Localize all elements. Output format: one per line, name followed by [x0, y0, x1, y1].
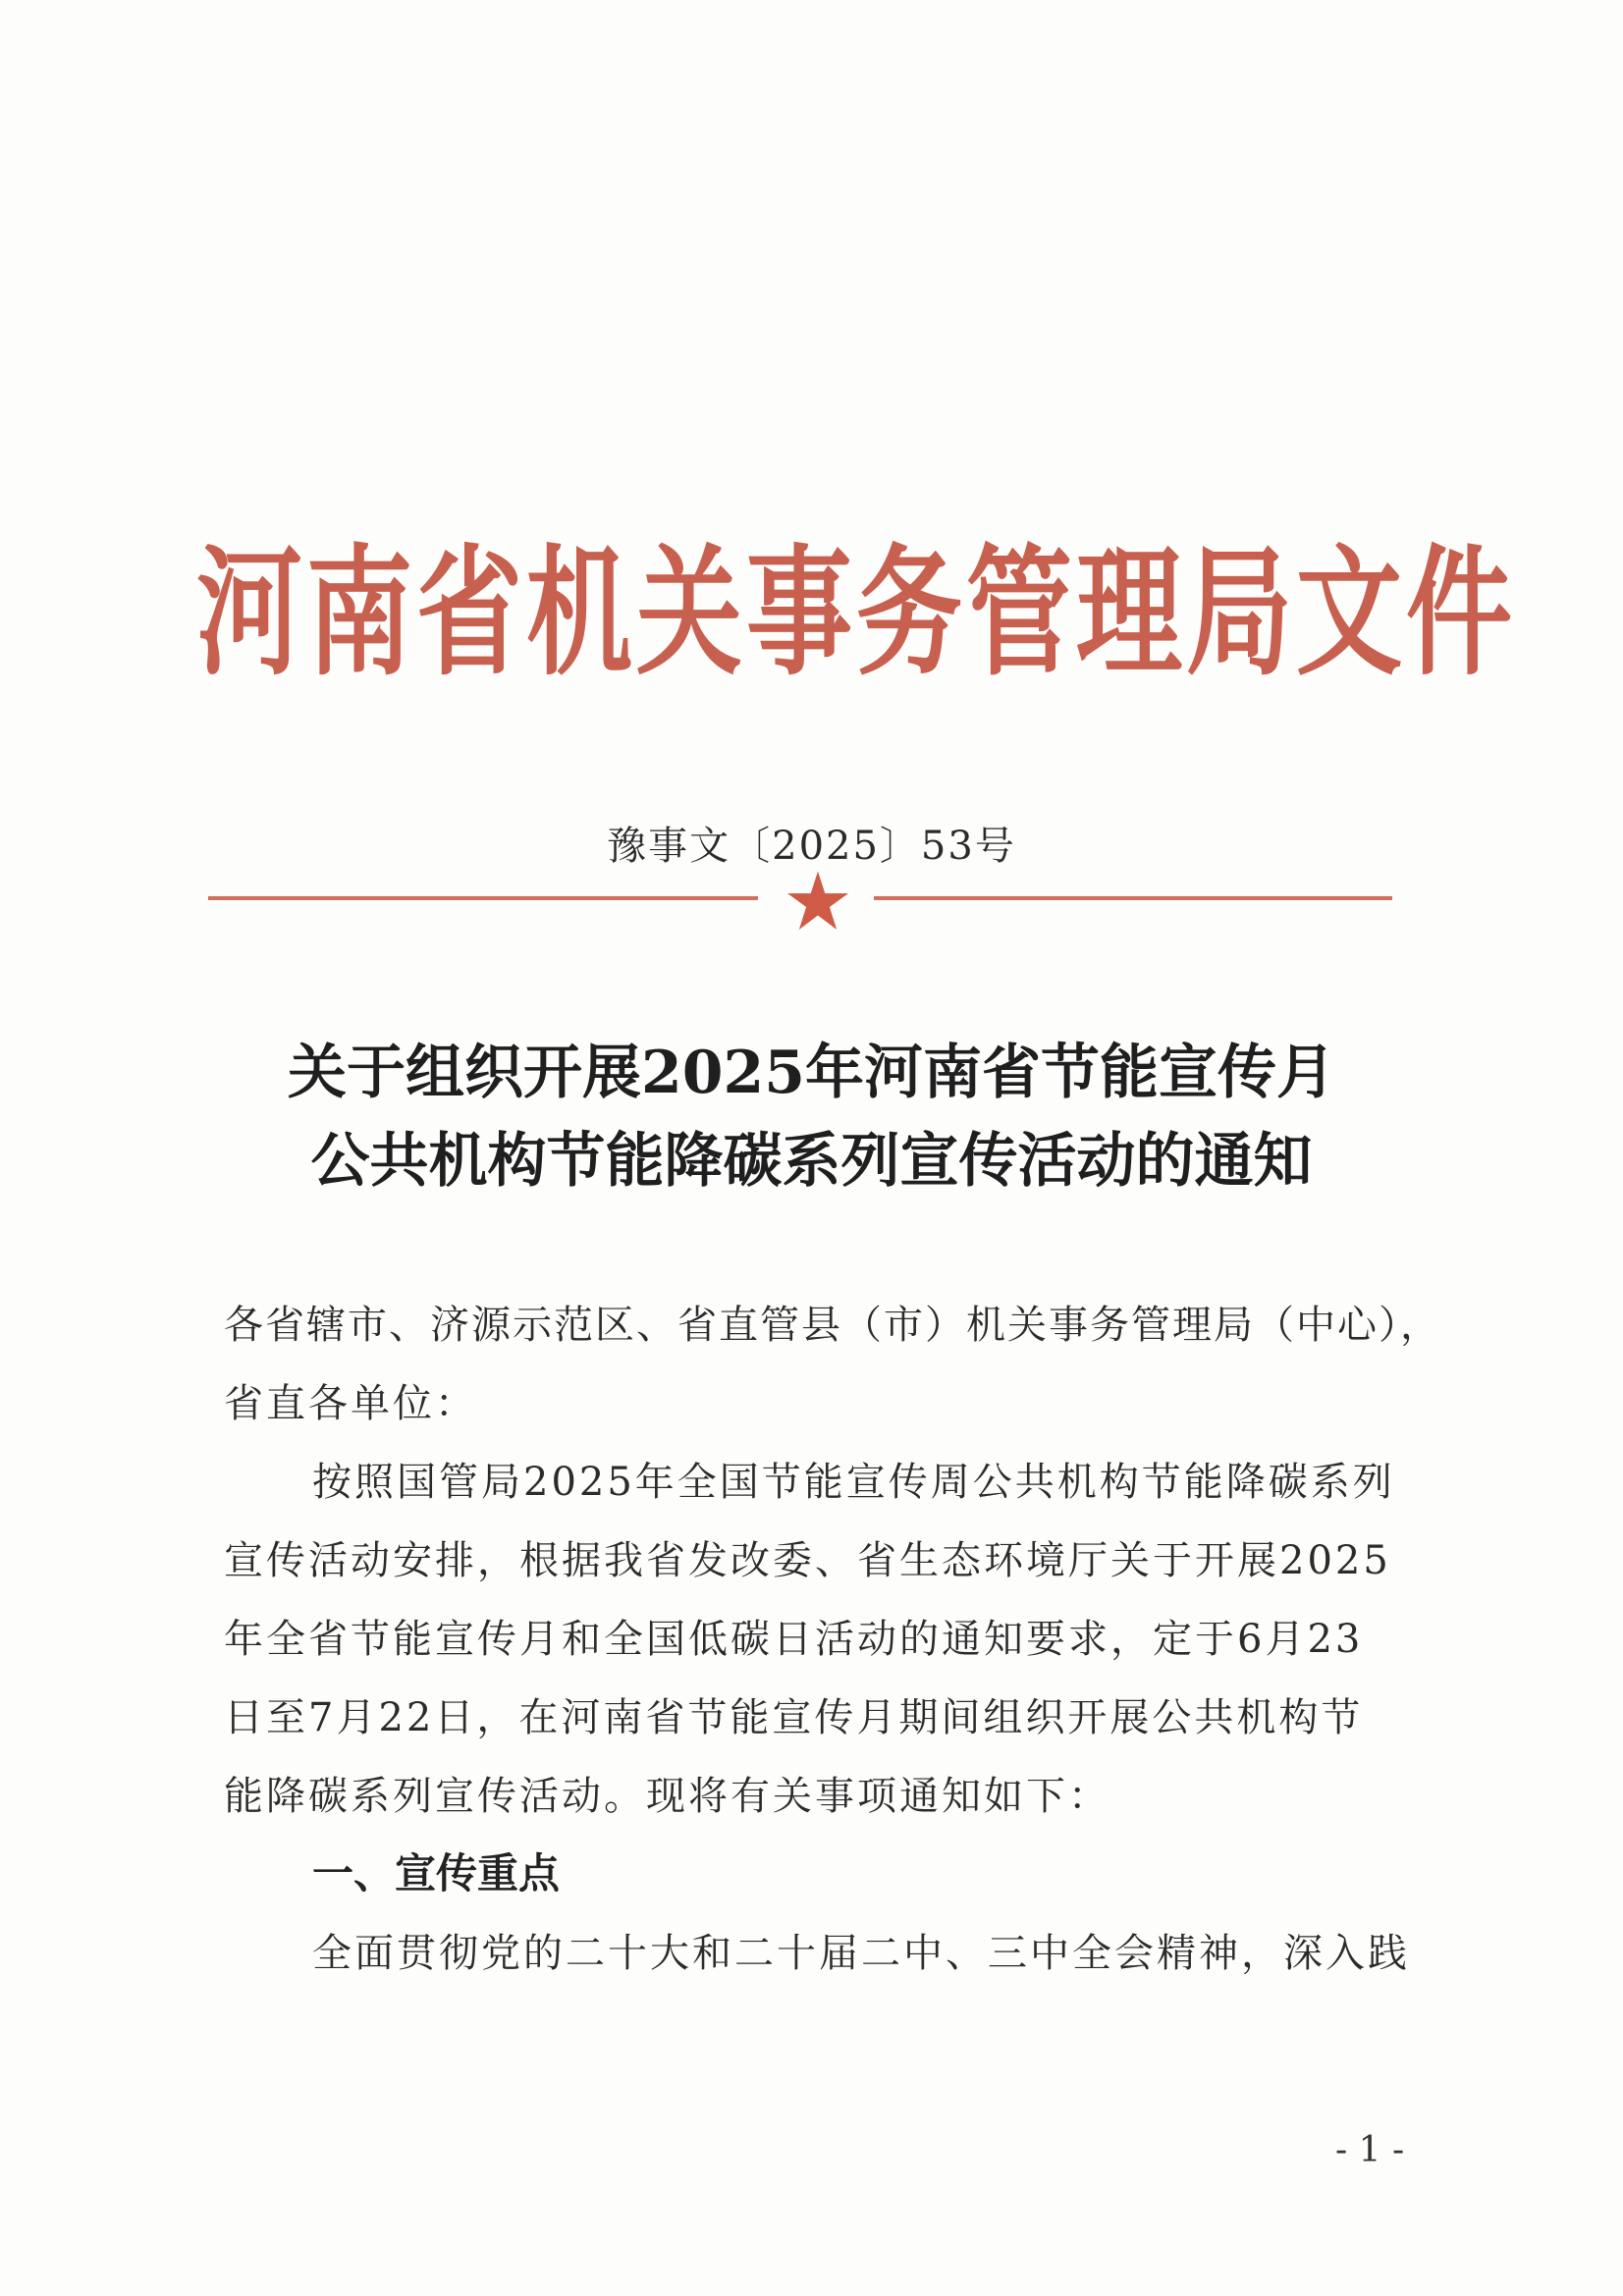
recipients-line-2: 省直各单位： [224, 1381, 477, 1426]
document-number: 豫事文〔2025〕53号 [607, 824, 1016, 869]
recipients-line-1: 各省辖市、济源示范区、省直管县（市）机关事务管理局（中心）， [224, 1303, 1441, 1348]
intro-line-1: 按照国管局2025年全国节能宣传周公共机构节能降碳系列 [312, 1460, 1395, 1505]
intro-line-5: 能降碳系列宣传活动。现将有关事项通知如下： [224, 1774, 1110, 1819]
red-rule-left [208, 896, 758, 900]
intro-line-4: 日至7月22日，在河南省节能宣传月期间组织开展公共机构节 [224, 1695, 1364, 1740]
section-heading-1: 一、宣传重点 [312, 1849, 561, 1897]
section-1-text: 全面贯彻党的二十大和二十届二中、三中全会精神，深入践 [312, 1931, 1410, 1976]
star-icon [785, 869, 850, 934]
notice-title-line-2: 公共机构节能降碳系列宣传活动的通知 [310, 1127, 1313, 1196]
star-shape [787, 872, 848, 930]
intro-line-3: 年全省节能宣传月和全国低碳日活动的通知要求，定于6月23 [224, 1617, 1364, 1662]
notice-title-line-1: 关于组织开展2025年河南省节能宣传月 [288, 1039, 1335, 1107]
intro-line-2: 宣传活动安排，根据我省发改委、省生态环境厅关于开展2025 [224, 1538, 1391, 1583]
page-number: - 1 - [1335, 2130, 1405, 2170]
red-rule-right [874, 896, 1392, 900]
masthead-title: 河南省机关事务管理局文件 [196, 531, 1517, 695]
